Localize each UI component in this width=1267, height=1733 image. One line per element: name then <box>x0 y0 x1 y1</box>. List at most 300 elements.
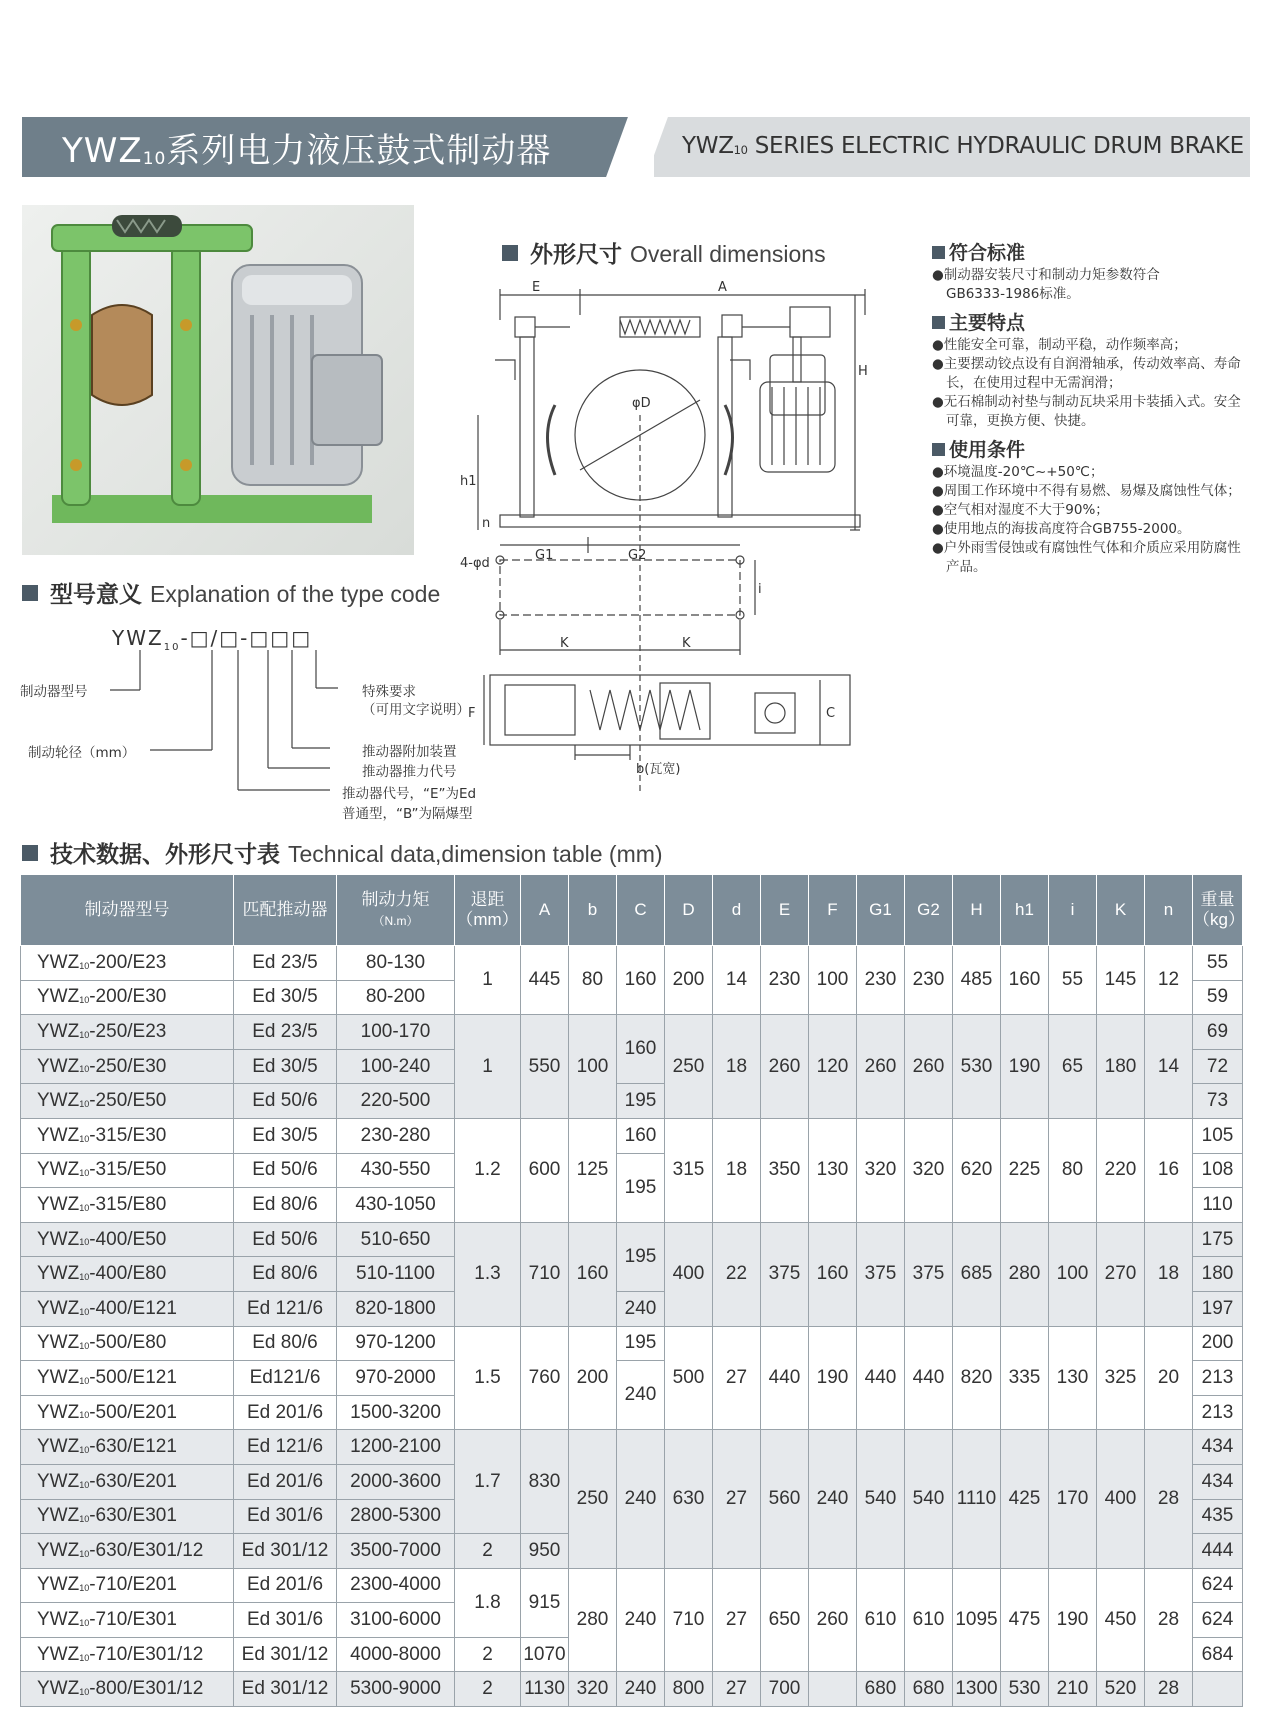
th-model: 制动器型号 <box>21 875 234 946</box>
cell-F: 130 <box>809 1118 857 1222</box>
cell-d: 18 <box>713 1118 761 1222</box>
cell-E: 375 <box>761 1222 809 1326</box>
dim-label-n: n <box>482 516 491 531</box>
cell-pusher: Ed 23/5 <box>234 1015 337 1050</box>
table-row <box>21 1326 1243 1361</box>
cell-retreat: 2 <box>455 1637 521 1672</box>
cell-i: 65 <box>1049 1015 1097 1119</box>
cell-D: 800 <box>665 1672 713 1707</box>
cell-h1: 160 <box>1001 946 1049 1015</box>
heading-square-icon <box>502 245 518 261</box>
cell-n: 16 <box>1145 1118 1193 1222</box>
th-d: d <box>713 875 761 946</box>
cell-pusher: Ed 201/6 <box>234 1568 337 1603</box>
cell-pusher: Ed 201/6 <box>234 1464 337 1499</box>
cell-pusher: Ed 50/6 <box>234 1084 337 1119</box>
cell-n: 28 <box>1145 1430 1193 1568</box>
cell-torque: 5300-9000 <box>337 1672 455 1707</box>
cell-d: 27 <box>713 1568 761 1672</box>
header-banner <box>22 117 1250 177</box>
cell-weight: 434 <box>1193 1464 1243 1499</box>
cell-retreat: 2 <box>455 1534 521 1569</box>
conditions-heading: 使用条件 <box>932 441 1252 460</box>
label-pusher-device: 推动器附加装置 <box>362 744 457 760</box>
cell-d: 18 <box>713 1015 761 1119</box>
cell-d: 22 <box>713 1222 761 1326</box>
cell-d: 14 <box>713 946 761 1015</box>
cell-pusher: Ed 80/6 <box>234 1188 337 1223</box>
cell-G1: 680 <box>857 1672 905 1707</box>
cell-b: 320 <box>569 1672 617 1707</box>
cell-G2: 375 <box>905 1222 953 1326</box>
cell-torque: 220-500 <box>337 1084 455 1119</box>
cell-weight: 73 <box>1193 1084 1243 1119</box>
cell-n: 28 <box>1145 1568 1193 1672</box>
cell-A: 1130 <box>521 1672 569 1707</box>
cell-weight: 684 <box>1193 1637 1243 1672</box>
cell-torque: 510-650 <box>337 1222 455 1257</box>
cell-i: 100 <box>1049 1222 1097 1326</box>
condition-item: ●空气相对湿度不大于90%； <box>932 502 1109 518</box>
cell-torque: 2000-3600 <box>337 1464 455 1499</box>
cell-n: 18 <box>1145 1222 1193 1326</box>
product-photo <box>22 205 414 555</box>
cell-retreat: 1.2 <box>455 1118 521 1222</box>
heading-square-icon <box>932 443 945 456</box>
feature-item: ●无石棉制动衬垫与制动瓦块采用卡装插入式。安全可靠，更换方便、快捷。 <box>932 394 1241 429</box>
cell-A: 950 <box>521 1534 569 1569</box>
cell-model: $YWZ_{10}-710/E301$ <box>21 1603 234 1638</box>
cell-h1: 475 <box>1001 1568 1049 1672</box>
cell-torque: 80-130 <box>337 946 455 981</box>
th-G2: G2 <box>905 875 953 946</box>
cell-pusher: Ed 301/6 <box>234 1603 337 1638</box>
dim-label-G2: G2 <box>628 548 647 563</box>
label-brake-model: 制动器型号 <box>20 684 88 700</box>
cell-pusher: Ed 80/6 <box>234 1326 337 1361</box>
cell-torque: 230-280 <box>337 1118 455 1153</box>
table-row <box>21 1430 1243 1465</box>
cell-weight: 69 <box>1193 1015 1243 1050</box>
dim-label-K-right: K <box>682 636 691 651</box>
cell-weight: 55 <box>1193 946 1243 981</box>
cell-pusher: Ed 50/6 <box>234 1153 337 1188</box>
dim-label-h1: h1 <box>460 474 477 489</box>
heading-square-icon <box>932 316 945 329</box>
cell-pusher: Ed 80/6 <box>234 1257 337 1292</box>
label-pusher-code: 推动器代号，“E”为Ed <box>342 786 477 802</box>
standards-panel <box>932 242 1252 577</box>
th-torque: 制动力矩 （N.m） <box>337 875 455 946</box>
cell-E: 350 <box>761 1118 809 1222</box>
cell-C: 240 <box>617 1672 665 1707</box>
th-E: E <box>761 875 809 946</box>
cell-n: 28 <box>1145 1672 1193 1707</box>
dim-label-b: b(瓦宽) <box>636 762 681 777</box>
cell-torque: 970-2000 <box>337 1361 455 1396</box>
type-heading-en: Explanation of the type code <box>150 581 441 607</box>
cell-i: 80 <box>1049 1118 1097 1222</box>
cell-torque: 430-1050 <box>337 1188 455 1223</box>
cell-E: 650 <box>761 1568 809 1672</box>
th-H: H <box>953 875 1001 946</box>
dim-label-H: H <box>858 364 868 379</box>
cell-pusher: Ed 50/6 <box>234 1222 337 1257</box>
cell-G2: 540 <box>905 1430 953 1568</box>
cell-h1: 280 <box>1001 1222 1049 1326</box>
cell-model: $YWZ_{10}-250/E23$ <box>21 1015 234 1050</box>
condition-item: ●环境温度-20℃~+50℃； <box>932 464 1104 480</box>
table-row <box>21 1568 1243 1603</box>
cell-D: 250 <box>665 1015 713 1119</box>
cell-retreat: 2 <box>455 1672 521 1707</box>
cell-K: 270 <box>1097 1222 1145 1326</box>
cell-retreat: 1.5 <box>455 1326 521 1430</box>
cell-model: $YWZ_{10}-630/E121$ <box>21 1430 234 1465</box>
cell-F: 240 <box>809 1430 857 1568</box>
cell-H: 1300 <box>953 1672 1001 1707</box>
dims-heading-en: Overall dimensions <box>630 241 826 267</box>
cell-F: 100 <box>809 946 857 1015</box>
cell-G2: 610 <box>905 1568 953 1672</box>
cell-i: 210 <box>1049 1672 1097 1707</box>
cell-model: $YWZ_{10}-315/E80$ <box>21 1188 234 1223</box>
label-pusher-thrust: 推动器推力代号 <box>362 764 457 780</box>
cell-torque: 4000-8000 <box>337 1637 455 1672</box>
cell-n: 20 <box>1145 1326 1193 1430</box>
cell-torque: 1200-2100 <box>337 1430 455 1465</box>
cell-weight: 105 <box>1193 1118 1243 1153</box>
condition-item: ●使用地点的海拔高度符合GB755-2000。 <box>932 521 1191 537</box>
table-heading <box>22 836 663 869</box>
cell-weight: 110 <box>1193 1188 1243 1223</box>
dims-heading-cn: 外形尺寸 <box>530 242 622 268</box>
cell-torque: 100-170 <box>337 1015 455 1050</box>
technical-drawing <box>460 275 930 795</box>
cell-pusher: Ed 301/6 <box>234 1499 337 1534</box>
cell-retreat: 1 <box>455 946 521 1015</box>
cell-A: 760 <box>521 1326 569 1430</box>
dim-label-phiD: φD <box>632 396 651 411</box>
th-n: n <box>1145 875 1193 946</box>
heading-square-icon <box>22 585 38 601</box>
th-h1: h1 <box>1001 875 1049 946</box>
cell-A: 915 <box>521 1568 569 1637</box>
cell-H: 485 <box>953 946 1001 1015</box>
cell-H: 820 <box>953 1326 1001 1430</box>
cell-weight: 213 <box>1193 1361 1243 1396</box>
cell-G2: 440 <box>905 1326 953 1430</box>
cell-E: 260 <box>761 1015 809 1119</box>
cell-G2: 680 <box>905 1672 953 1707</box>
cell-pusher: Ed 23/5 <box>234 946 337 981</box>
cell-pusher: Ed121/6 <box>234 1361 337 1396</box>
cell-G2: 260 <box>905 1015 953 1119</box>
cell-pusher: Ed 301/12 <box>234 1637 337 1672</box>
label-special-requirement: 特殊要求 <box>362 684 416 700</box>
cell-weight: 213 <box>1193 1395 1243 1430</box>
cell-G1: 230 <box>857 946 905 1015</box>
th-A: A <box>521 875 569 946</box>
cell-G2: 320 <box>905 1118 953 1222</box>
table-row <box>21 946 1243 981</box>
cell-G1: 540 <box>857 1430 905 1568</box>
cell-model: $YWZ_{10}-630/E301/12$ <box>21 1534 234 1569</box>
cell-H: 685 <box>953 1222 1001 1326</box>
cell-A: 1070 <box>521 1637 569 1672</box>
condition-item: ●户外雨雪侵蚀或有腐蚀性气体和介质应采用防腐性产品。 <box>932 540 1241 575</box>
cell-model: $YWZ_{10}-315/E50$ <box>21 1153 234 1188</box>
dim-label-K-left: K <box>560 636 569 651</box>
standards-heading: 符合标准 <box>932 244 1252 263</box>
dim-label-holes: 4-φd <box>460 556 490 571</box>
cell-model: $YWZ_{10}-200/E23$ <box>21 946 234 981</box>
cell-i: 130 <box>1049 1326 1097 1430</box>
th-D: D <box>665 875 713 946</box>
cell-n: 14 <box>1145 1015 1193 1119</box>
cell-b: 200 <box>569 1326 617 1430</box>
dim-label-E: E <box>532 280 541 295</box>
cell-b: 80 <box>569 946 617 1015</box>
table-heading-en: Technical data,dimension table (mm) <box>288 841 663 867</box>
cell-model: $YWZ_{10}-630/E201$ <box>21 1464 234 1499</box>
cell-h1: 190 <box>1001 1015 1049 1119</box>
cell-K: 220 <box>1097 1118 1145 1222</box>
cell-C: 160 <box>617 1118 665 1153</box>
cell-weight <box>1193 1672 1243 1707</box>
cell-weight: 180 <box>1193 1257 1243 1292</box>
table-row <box>21 1222 1243 1257</box>
feature-item: ●主要摆动铰点设有自润滑轴承，传动效率高、寿命长，在使用过程中无需润滑； <box>932 356 1241 391</box>
title-chinese: $YWZ_{10}$系列电力液压鼓式制动器 <box>62 131 552 171</box>
th-pusher: 匹配推动器 <box>234 875 337 946</box>
cell-E: 700 <box>761 1672 809 1707</box>
cell-model: $YWZ_{10}-800/E301/12$ <box>21 1672 234 1707</box>
cell-model: $YWZ_{10}-710/E201$ <box>21 1568 234 1603</box>
th-weight: 重量 （kg） <box>1193 875 1243 946</box>
cell-model: $YWZ_{10}-630/E301$ <box>21 1499 234 1534</box>
cell-model: $YWZ_{10}-400/E121$ <box>21 1291 234 1326</box>
cell-d: 27 <box>713 1430 761 1568</box>
cell-pusher: Ed 121/6 <box>234 1291 337 1326</box>
cell-torque: 3100-6000 <box>337 1603 455 1638</box>
cell-A: 550 <box>521 1015 569 1119</box>
th-F: F <box>809 875 857 946</box>
cell-weight: 624 <box>1193 1603 1243 1638</box>
type-heading-cn: 型号意义 <box>50 582 142 608</box>
heading-square-icon <box>932 246 945 259</box>
cell-retreat: 1.8 <box>455 1568 521 1637</box>
cell-weight: 175 <box>1193 1222 1243 1257</box>
table-row <box>21 1672 1243 1707</box>
label-wheel-diameter: 制动轮径（mm） <box>28 745 136 761</box>
cell-weight: 624 <box>1193 1568 1243 1603</box>
cell-b: 280 <box>569 1568 617 1672</box>
label-pusher-type: 普通型，“B”为隔爆型 <box>342 806 473 822</box>
cell-n: 12 <box>1145 946 1193 1015</box>
dim-label-G1: G1 <box>535 548 554 563</box>
feature-item: ●性能安全可靠，制动平稳，动作频率高； <box>932 337 1187 353</box>
cell-pusher: Ed 201/6 <box>234 1395 337 1430</box>
cell-pusher: Ed 121/6 <box>234 1430 337 1465</box>
cell-H: 620 <box>953 1118 1001 1222</box>
cell-torque: 100-240 <box>337 1049 455 1084</box>
cell-torque: 2800-5300 <box>337 1499 455 1534</box>
cell-K: 400 <box>1097 1430 1145 1568</box>
cell-C: 160 <box>617 1015 665 1084</box>
dim-label-A: A <box>718 280 727 295</box>
cell-K: 450 <box>1097 1568 1145 1672</box>
th-K: K <box>1097 875 1145 946</box>
cell-A: 710 <box>521 1222 569 1326</box>
cell-H: 1095 <box>953 1568 1001 1672</box>
cell-torque: 80-200 <box>337 980 455 1015</box>
cell-D: 400 <box>665 1222 713 1326</box>
cell-torque: 3500-7000 <box>337 1534 455 1569</box>
cell-retreat: 1.7 <box>455 1430 521 1534</box>
cell-model: $YWZ_{10}-500/E80$ <box>21 1326 234 1361</box>
cell-i: 170 <box>1049 1430 1097 1568</box>
cell-b: 160 <box>569 1222 617 1326</box>
cell-b: 250 <box>569 1430 617 1568</box>
cell-G1: 440 <box>857 1326 905 1430</box>
table-row <box>21 1118 1243 1153</box>
cell-torque: 510-1100 <box>337 1257 455 1292</box>
cell-model: $YWZ_{10}-500/E121$ <box>21 1361 234 1396</box>
cell-C: 195 <box>617 1153 665 1222</box>
standards-text-2: GB6333-1986标准。 <box>946 286 1080 302</box>
cell-D: 315 <box>665 1118 713 1222</box>
cell-torque: 820-1800 <box>337 1291 455 1326</box>
cell-C: 240 <box>617 1568 665 1672</box>
cell-h1: 530 <box>1001 1672 1049 1707</box>
cell-torque: 430-550 <box>337 1153 455 1188</box>
cell-model: $YWZ_{10}-400/E80$ <box>21 1257 234 1292</box>
dim-label-C: C <box>826 706 836 721</box>
type-code-heading <box>22 576 440 609</box>
cell-d: 27 <box>713 1326 761 1430</box>
cell-C: 240 <box>617 1361 665 1430</box>
cell-model: $YWZ_{10}-315/E30$ <box>21 1118 234 1153</box>
dim-label-F: F <box>468 706 476 721</box>
cell-weight: 435 <box>1193 1499 1243 1534</box>
th-b: b <box>569 875 617 946</box>
table-header-row <box>21 875 1243 946</box>
cell-C: 195 <box>617 1326 665 1361</box>
cell-K: 520 <box>1097 1672 1145 1707</box>
cell-H: 1110 <box>953 1430 1001 1568</box>
cell-model: $YWZ_{10}-400/E50$ <box>21 1222 234 1257</box>
cell-E: 560 <box>761 1430 809 1568</box>
cell-i: 55 <box>1049 946 1097 1015</box>
cell-model: $YWZ_{10}-710/E301/12$ <box>21 1637 234 1672</box>
cell-b: 100 <box>569 1015 617 1119</box>
cell-model: $YWZ_{10}-200/E30$ <box>21 980 234 1015</box>
cell-pusher: Ed 30/5 <box>234 1118 337 1153</box>
cell-pusher: Ed 30/5 <box>234 1049 337 1084</box>
cell-G2: 230 <box>905 946 953 1015</box>
cell-model: $YWZ_{10}-500/E201$ <box>21 1395 234 1430</box>
cell-i: 190 <box>1049 1568 1097 1672</box>
cell-G1: 610 <box>857 1568 905 1672</box>
cell-retreat: 1.3 <box>455 1222 521 1326</box>
cell-model: $YWZ_{10}-250/E30$ <box>21 1049 234 1084</box>
cell-h1: 225 <box>1001 1118 1049 1222</box>
cell-E: 440 <box>761 1326 809 1430</box>
cell-D: 630 <box>665 1430 713 1568</box>
cell-A: 830 <box>521 1430 569 1534</box>
label-special-note: （可用文字说明） <box>362 702 470 718</box>
th-i: i <box>1049 875 1097 946</box>
cell-G1: 260 <box>857 1015 905 1119</box>
cell-F: 160 <box>809 1222 857 1326</box>
cell-torque: 970-1200 <box>337 1326 455 1361</box>
th-retreat: 退距 （mm） <box>455 875 521 946</box>
cell-G1: 320 <box>857 1118 905 1222</box>
type-code-leader-lines <box>20 650 360 800</box>
cell-weight: 444 <box>1193 1534 1243 1569</box>
cell-torque: 1500-3200 <box>337 1395 455 1430</box>
heading-square-icon <box>22 845 38 861</box>
cell-A: 600 <box>521 1118 569 1222</box>
table-row <box>21 1015 1243 1050</box>
cell-D: 710 <box>665 1568 713 1672</box>
cell-pusher: Ed 301/12 <box>234 1672 337 1707</box>
cell-C: 195 <box>617 1222 665 1291</box>
cell-C: 195 <box>617 1084 665 1119</box>
cell-K: 325 <box>1097 1326 1145 1430</box>
standards-text: ●制动器安装尺寸和制动力矩参数符合 <box>932 267 1160 283</box>
cell-F: 120 <box>809 1015 857 1119</box>
cell-pusher: Ed 30/5 <box>234 980 337 1015</box>
cell-C: 240 <box>617 1291 665 1326</box>
cell-torque: 2300-4000 <box>337 1568 455 1603</box>
cell-weight: 72 <box>1193 1049 1243 1084</box>
cell-C: 240 <box>617 1430 665 1568</box>
cell-G1: 375 <box>857 1222 905 1326</box>
cell-retreat: 1 <box>455 1015 521 1119</box>
cell-C: 160 <box>617 946 665 1015</box>
cell-E: 230 <box>761 946 809 1015</box>
cell-d: 27 <box>713 1672 761 1707</box>
cell-H: 530 <box>953 1015 1001 1119</box>
technical-data-table <box>20 874 1243 1707</box>
cell-weight: 200 <box>1193 1326 1243 1361</box>
cell-F: 260 <box>809 1568 857 1672</box>
cell-h1: 425 <box>1001 1430 1049 1568</box>
cell-A: 445 <box>521 946 569 1015</box>
dim-label-i: i <box>758 582 762 597</box>
cell-pusher: Ed 301/12 <box>234 1534 337 1569</box>
cell-F <box>809 1672 857 1707</box>
cell-K: 145 <box>1097 946 1145 1015</box>
dims-heading <box>502 236 826 269</box>
th-C: C <box>617 875 665 946</box>
condition-item: ●周围工作环境中不得有易燃、易爆及腐蚀性气体； <box>932 483 1241 499</box>
cell-b: 125 <box>569 1118 617 1222</box>
type-code-string: $YWZ_{10}-□/□-□□□$ <box>112 626 313 653</box>
cell-weight: 108 <box>1193 1153 1243 1188</box>
cell-weight: 197 <box>1193 1291 1243 1326</box>
cell-F: 190 <box>809 1326 857 1430</box>
cell-h1: 335 <box>1001 1326 1049 1430</box>
table-heading-cn: 技术数据、外形尺寸表 <box>50 842 280 868</box>
title-english: $YWZ_{10}$ SERIES ELECTRIC HYDRAULIC DRUM BRAKE <box>682 133 1244 159</box>
cell-weight: 434 <box>1193 1430 1243 1465</box>
cell-D: 200 <box>665 946 713 1015</box>
th-G1: G1 <box>857 875 905 946</box>
cell-model: $YWZ_{10}-250/E50$ <box>21 1084 234 1119</box>
